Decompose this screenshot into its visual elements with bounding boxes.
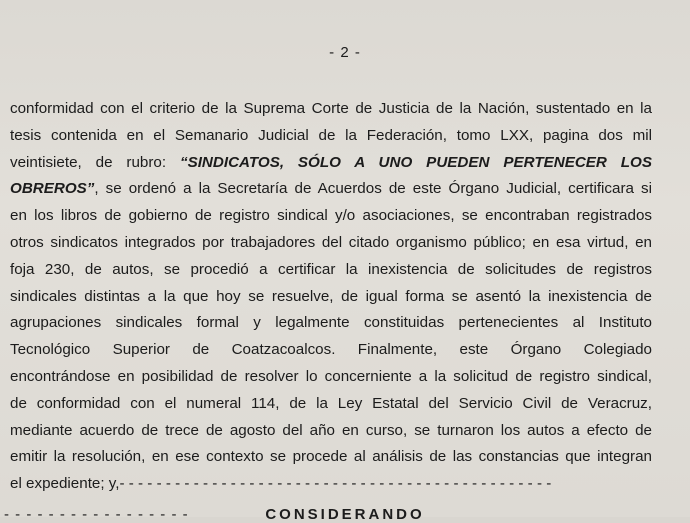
text-line-6: otros sindicatos integrados por trabajadores del citado organismo público; en esa virtud, en (10, 233, 652, 251)
section-heading (0, 506, 690, 523)
text-line-4 (10, 176, 652, 203)
heading-dashes: - - - - - - - - - - - - - - - - - (4, 506, 189, 523)
heading-text: CONSIDERANDO (265, 506, 425, 523)
text-line-15: el expediente; y,- - - - - - - - - - - - - - - - - - - - - - - - - - - - - - - - - - - - - - - - - - - - - - - (10, 475, 552, 493)
text-line-9: agrupaciones sindicales formal y legalmente constituidas pertenecientes al Instituto (10, 314, 652, 332)
text-line-8: sindicales distintas a la que hoy se resuelve, de igual forma se asentó la inexistencia de (10, 287, 652, 305)
text-line-12: de conformidad con el numeral 114, de la Ley Estatal del Servicio Civil de Veracruz, (10, 394, 652, 412)
text-line-4-rest: , se ordenó a la Secretaría de Acuerdos de este Órgano Judicial, certificara si (94, 180, 652, 198)
text-line-2: tesis contenida en el Semanario Judicial de la Federación, tomo LXX, pagina dos mil (10, 126, 652, 144)
text-line-3 (10, 150, 652, 177)
page-number: - 2 - (329, 44, 361, 61)
text-line-5: en los libros de gobierno de registro sindical y/o asociaciones, se encontraban registrados (10, 207, 652, 225)
text-line-1: conformidad con el criterio de la Suprema Corte de Justicia de la Nación, sustentado en la (10, 100, 652, 117)
text-line-10: Tecnológico Superior de Coatzacoalcos. Finalmente, este Órgano Colegiado (10, 341, 652, 359)
text-line-3-start: veintisiete, de rubro: (10, 153, 180, 171)
text-line-13: mediante acuerdo de trece de agosto del año en curso, se turnaron los autos a efecto de (10, 421, 652, 439)
thesis-title-part-2: OBREROS” (10, 180, 95, 198)
text-line-7: foja 230, de autos, se procedió a certificar la inexistencia de solicitudes de registros (10, 260, 652, 278)
thesis-title-part-1: “SINDICATOS, SÓLO A UNO PUEDEN PERTENECER LOS (179, 153, 652, 171)
text-line-14: emitir la resolución, en ese contexto se procede al análisis de las constancias que integran (10, 448, 652, 466)
text-line-11: encontrándose en posibilidad de resolver lo concerniente a la solicitud de registro sindical, (10, 367, 652, 385)
body-paragraph (10, 96, 652, 498)
